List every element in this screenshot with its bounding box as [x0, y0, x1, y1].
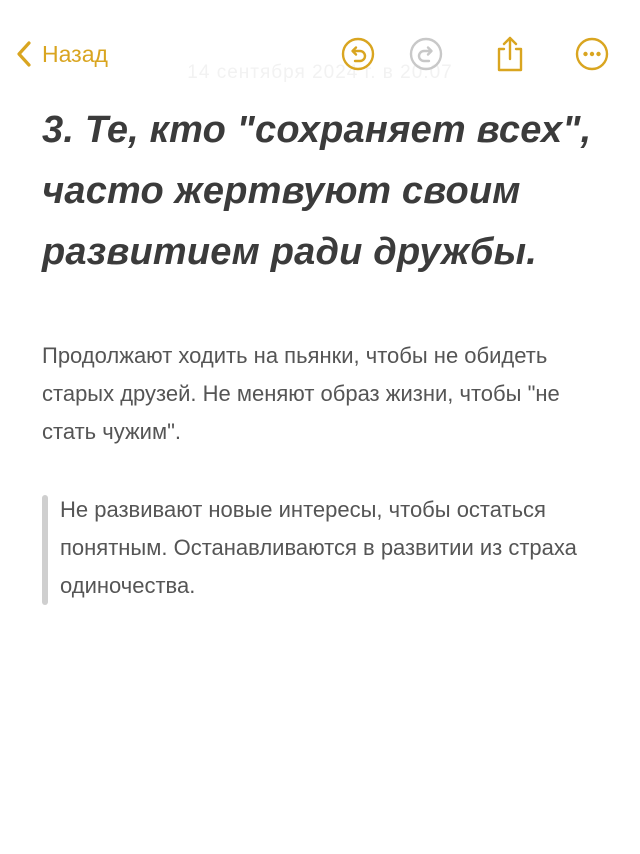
- toolbar: [0, 0, 640, 110]
- note-paragraph: Продолжают ходить на пьянки, чтобы не обидеть старых друзей. Не меняют образ жизни, чтобы "не стать чужим".: [42, 343, 560, 444]
- more-icon: [575, 37, 609, 71]
- back-button[interactable]: [16, 34, 108, 74]
- block-quote: [42, 491, 602, 605]
- quote-text: Не развивают новые интересы, чтобы остаться понятным. Останавливаются в развитии из страха одиночества.: [60, 497, 577, 598]
- undo-button[interactable]: [338, 34, 378, 74]
- chevron-left-icon: [16, 40, 32, 68]
- note-heading: 3. Те, кто "сохраняет всех", часто жертвуют своим развитием ради дружбы.: [42, 109, 592, 273]
- redo-icon: [409, 37, 443, 71]
- redo-button[interactable]: [406, 34, 446, 74]
- more-button[interactable]: [572, 34, 612, 74]
- share-icon: [494, 35, 526, 73]
- back-button-label: Назад: [42, 40, 108, 67]
- note-date: 14 сентября 2024 г. в 20:07: [187, 62, 453, 83]
- undo-icon: [341, 37, 375, 71]
- share-button[interactable]: [490, 34, 530, 74]
- quote-bar: [42, 495, 48, 605]
- note-body[interactable]: [42, 100, 602, 605]
